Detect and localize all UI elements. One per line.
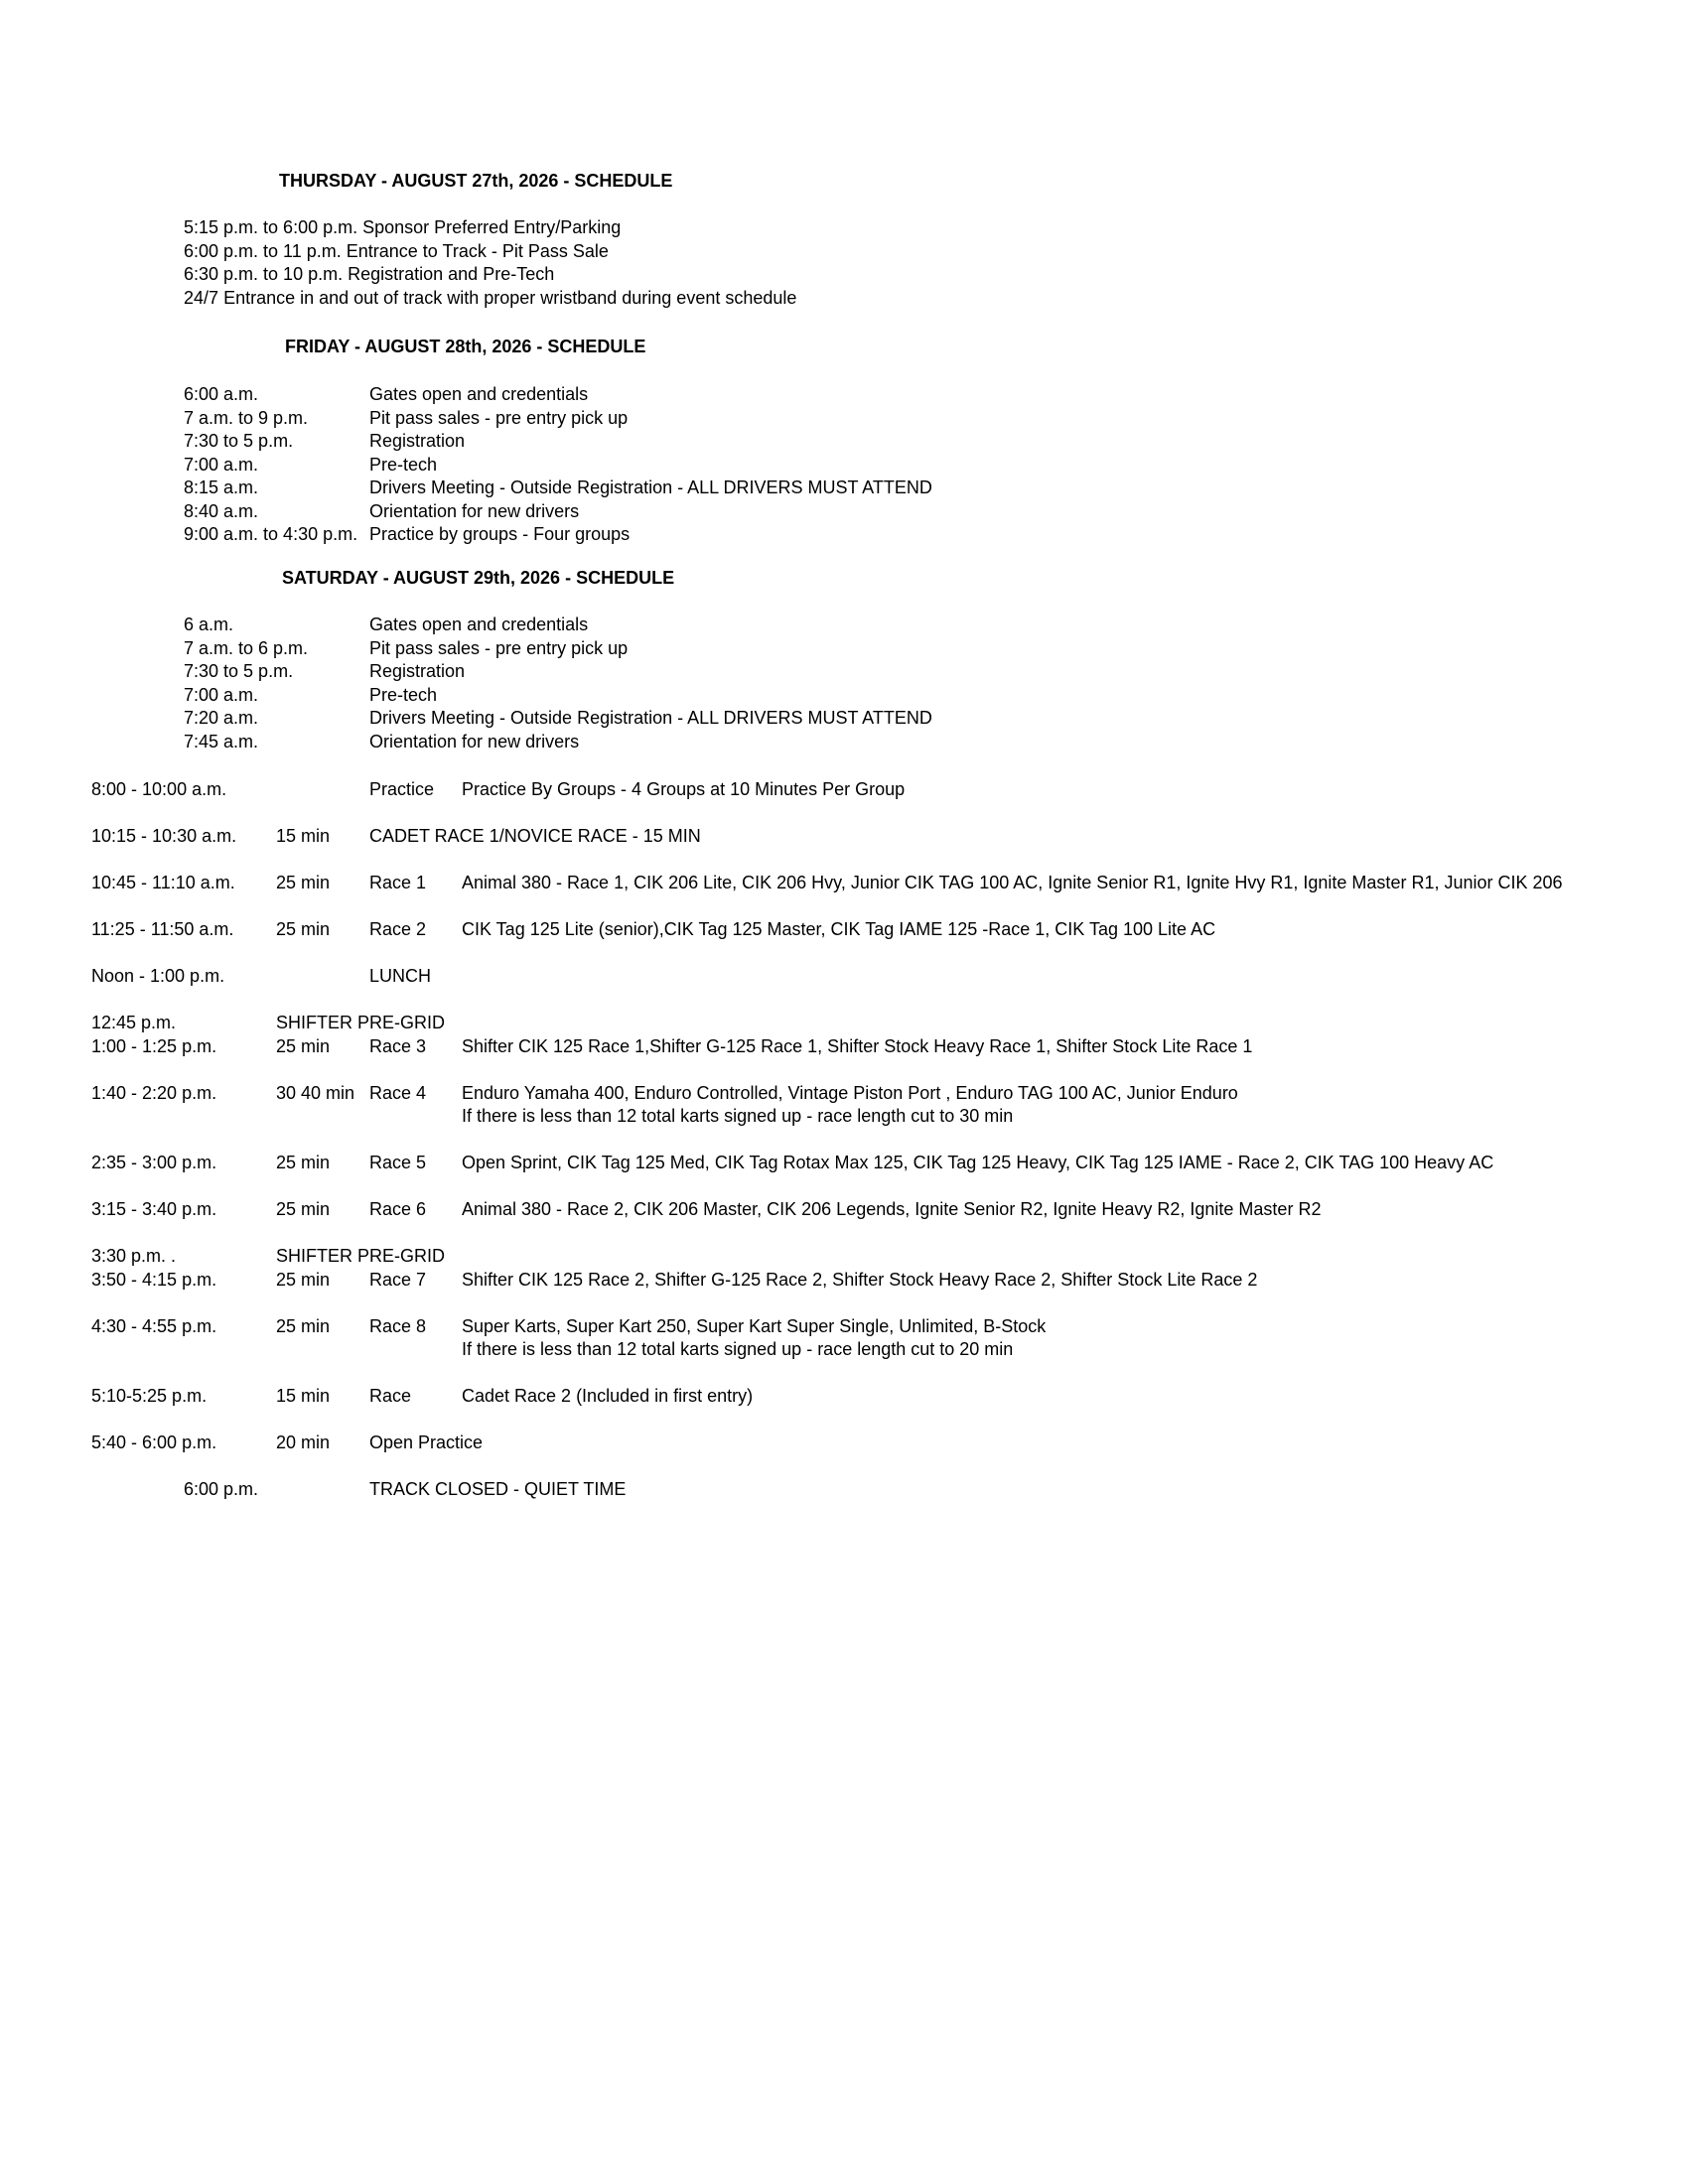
time-label: 5:10-5:25 p.m. xyxy=(91,1386,208,1406)
time-label: 6:30 p.m. to 10 p.m. xyxy=(184,264,344,284)
event-label: Pre-tech xyxy=(369,684,438,705)
time-label: 4:30 - 4:55 p.m. xyxy=(91,1315,217,1336)
time-label: 2:35 - 3:00 p.m. xyxy=(91,1153,217,1172)
race-label: Race 2 xyxy=(369,919,427,939)
event-label: Practice by groups - Four groups xyxy=(369,524,631,544)
time-label: 9:00 a.m. to 4:30 p.m. xyxy=(184,524,358,544)
duration-label xyxy=(276,1478,369,1502)
time-label: 6 a.m. xyxy=(184,614,234,634)
schedule-row xyxy=(184,216,796,240)
time-label: 6:00 p.m. xyxy=(184,1479,259,1499)
event-label: TRACK CLOSED - QUIET TIME xyxy=(369,1479,627,1499)
schedule-row xyxy=(184,430,932,454)
saturday-section xyxy=(184,614,932,753)
duration-label: 20 min xyxy=(276,1433,331,1452)
race-label: Race 5 xyxy=(369,1153,427,1172)
time-label: 7:20 a.m. xyxy=(184,708,259,728)
schedule-row xyxy=(184,287,796,311)
time-label: 12:45 p.m. xyxy=(91,1013,177,1032)
time-label: 24/7 xyxy=(184,287,219,308)
classes-label: Shifter CIK 125 Race 1,Shifter G-125 Race 1, Shifter Stock Heavy Race 1, Shifter Stock Lite Race 1 xyxy=(462,1035,1253,1056)
schedule-row xyxy=(91,1152,1563,1175)
schedule-row xyxy=(91,1082,1563,1106)
schedule-row xyxy=(184,383,932,407)
race-schedule-section xyxy=(91,778,1563,1525)
time-label: 8:15 a.m. xyxy=(184,478,259,497)
time-label: 7 a.m. to 9 p.m. xyxy=(184,407,309,428)
event-label: Open Practice xyxy=(369,1433,484,1452)
event-label: SHIFTER PRE-GRID xyxy=(276,1246,446,1266)
duration-label: 15 min xyxy=(276,1386,331,1406)
race-label: Race 6 xyxy=(369,1199,427,1219)
time-label: 11:25 - 11:50 a.m. xyxy=(91,919,234,939)
race-label: Race 4 xyxy=(369,1082,427,1103)
classes-label: Animal 380 - Race 1, CIK 206 Lite, CIK 206 Hvy, Junior CIK TAG 100 AC, Ignite Senior R1, Ignite Hvy R1, Ignite Master R1, Junior CIK 206 xyxy=(462,873,1563,892)
time-label: 7:00 a.m. xyxy=(184,454,259,475)
race-label: Race 3 xyxy=(369,1035,427,1056)
event-label: Entrance to Track - Pit Pass Sale xyxy=(346,240,609,261)
time-label: 3:15 - 3:40 p.m. xyxy=(91,1199,217,1219)
duration-label: 25 min xyxy=(276,1269,331,1290)
classes-label: Animal 380 - Race 2, CIK 206 Master, CIK 206 Legends, Ignite Senior R2, Ignite Heavy R2, Ignite Master R2 xyxy=(462,1199,1322,1219)
time-label: 10:45 - 11:10 a.m. xyxy=(91,873,235,892)
race-label: Practice xyxy=(369,779,435,799)
duration-label xyxy=(276,965,369,989)
time-label: 8:40 a.m. xyxy=(184,500,259,521)
classes-label: CADET RACE 1/NOVICE RACE - 15 MIN xyxy=(369,826,701,846)
schedule-row xyxy=(91,1478,1563,1502)
schedule-row xyxy=(91,1012,1563,1035)
time-label: 6:00 a.m. xyxy=(184,384,259,404)
time-label: 7:30 to 5 p.m. xyxy=(184,431,294,451)
schedule-row xyxy=(91,918,1563,942)
event-label: Registration and Pre-Tech xyxy=(348,264,555,284)
classes-label: CIK Tag 125 Lite (senior),CIK Tag 125 Master, CIK Tag IAME 125 -Race 1, CIK Tag 100 Lite AC xyxy=(462,919,1216,939)
duration-label: 30 40 min xyxy=(276,1082,355,1103)
schedule-row xyxy=(184,477,932,500)
duration-label: 25 min xyxy=(276,873,331,892)
time-label: 7:30 to 5 p.m. xyxy=(184,661,294,681)
schedule-row xyxy=(91,1432,1563,1455)
schedule-row xyxy=(184,660,932,684)
time-label: 7:00 a.m. xyxy=(184,684,259,705)
time-label: Noon - 1:00 p.m. xyxy=(91,966,225,986)
duration-label: 25 min xyxy=(276,1199,331,1219)
thursday-section xyxy=(184,216,796,310)
note-label: If there is less than 12 total karts signed up - race length cut to 20 min xyxy=(462,1339,1014,1359)
classes-label: Shifter CIK 125 Race 2, Shifter G-125 Race 2, Shifter Stock Heavy Race 2, Shifter Stock Lite Race 2 xyxy=(462,1269,1258,1290)
event-label: Gates open and credentials xyxy=(369,384,589,404)
classes-label: Cadet Race 2 (Included in first entry) xyxy=(462,1386,754,1406)
event-label: Pre-tech xyxy=(369,454,438,475)
time-label: 5:15 p.m. to 6:00 p.m. xyxy=(184,217,358,237)
race-label: Race 8 xyxy=(369,1315,427,1336)
duration-label: 25 min xyxy=(276,1035,331,1056)
time-label: 1:00 - 1:25 p.m. xyxy=(91,1035,217,1056)
note-label: If there is less than 12 total karts signed up - race length cut to 30 min xyxy=(462,1106,1014,1126)
schedule-row xyxy=(91,872,1563,895)
schedule-row-note xyxy=(91,1105,1563,1129)
duration-label xyxy=(276,778,369,802)
classes-label: Enduro Yamaha 400, Enduro Controlled, Vintage Piston Port , Enduro TAG 100 AC, Junior Enduro xyxy=(462,1082,1238,1103)
event-label: Registration xyxy=(369,431,466,451)
event-label: Registration xyxy=(369,661,466,681)
race-label: Race 7 xyxy=(369,1269,427,1290)
schedule-row xyxy=(91,1385,1563,1409)
race-label: Race 1 xyxy=(369,873,427,892)
schedule-row xyxy=(184,731,932,754)
event-label: Gates open and credentials xyxy=(369,614,589,634)
classes-label: Practice By Groups - 4 Groups at 10 Minutes Per Group xyxy=(462,779,906,799)
schedule-row xyxy=(184,614,932,637)
saturday-heading: SATURDAY - AUGUST 29th, 2026 - SCHEDULE xyxy=(282,568,675,588)
schedule-row xyxy=(91,1198,1563,1222)
duration-label: 25 min xyxy=(276,1315,331,1336)
race-label: Race xyxy=(369,1386,412,1406)
schedule-row xyxy=(91,1315,1563,1339)
classes-label: Super Karts, Super Kart 250, Super Kart Super Single, Unlimited, B-Stock xyxy=(462,1315,1047,1336)
event-label: Orientation for new drivers xyxy=(369,731,580,751)
time-label: 3:30 p.m. . xyxy=(91,1246,177,1266)
schedule-row xyxy=(184,240,796,264)
schedule-row xyxy=(184,684,932,708)
duration-label: 25 min xyxy=(276,919,331,939)
thursday-heading: THURSDAY - AUGUST 27th, 2026 - SCHEDULE xyxy=(279,171,673,191)
time-label: 7 a.m. to 6 p.m. xyxy=(184,637,309,658)
schedule-row xyxy=(91,965,1563,989)
friday-section xyxy=(184,383,932,547)
schedule-row xyxy=(91,1245,1563,1269)
schedule-row xyxy=(91,825,1563,849)
schedule-row xyxy=(184,454,932,478)
schedule-row xyxy=(184,523,932,547)
event-label: Entrance in and out of track with proper wristband during event schedule xyxy=(223,287,797,308)
time-label: 10:15 - 10:30 a.m. xyxy=(91,826,237,846)
classes-label: Open Sprint, CIK Tag 125 Med, CIK Tag Rotax Max 125, CIK Tag 125 Heavy, CIK Tag 125 IAME - Race 2, CIK TAG 100 Heavy AC xyxy=(462,1153,1494,1172)
schedule-row xyxy=(184,637,932,661)
duration-label: 15 min xyxy=(276,826,331,846)
time-label: 3:50 - 4:15 p.m. xyxy=(91,1269,217,1290)
time-label: 7:45 a.m. xyxy=(184,731,259,751)
event-label: Pit pass sales - pre entry pick up xyxy=(369,407,629,428)
schedule-row xyxy=(91,1035,1563,1059)
schedule-row xyxy=(184,500,932,524)
event-label: Drivers Meeting - Outside Registration - ALL DRIVERS MUST ATTEND xyxy=(369,708,932,728)
schedule-row xyxy=(91,1269,1563,1293)
duration-label: 25 min xyxy=(276,1153,331,1172)
time-label: 8:00 - 10:00 a.m. xyxy=(91,779,227,799)
event-label: LUNCH xyxy=(369,966,432,986)
schedule-row-note xyxy=(91,1338,1563,1362)
friday-heading: FRIDAY - AUGUST 28th, 2026 - SCHEDULE xyxy=(285,337,646,356)
event-label: SHIFTER PRE-GRID xyxy=(276,1013,446,1032)
event-label: Pit pass sales - pre entry pick up xyxy=(369,637,629,658)
schedule-row xyxy=(184,263,796,287)
time-label: 5:40 - 6:00 p.m. xyxy=(91,1433,217,1452)
schedule-row xyxy=(184,707,932,731)
event-label: Sponsor Preferred Entry/Parking xyxy=(362,217,622,237)
event-label: Orientation for new drivers xyxy=(369,500,580,521)
schedule-row xyxy=(184,407,932,431)
schedule-row xyxy=(91,778,1563,802)
event-label: Drivers Meeting - Outside Registration - ALL DRIVERS MUST ATTEND xyxy=(369,478,932,497)
time-label: 1:40 - 2:20 p.m. xyxy=(91,1082,217,1103)
time-label: 6:00 p.m. to 11 p.m. xyxy=(184,240,342,261)
